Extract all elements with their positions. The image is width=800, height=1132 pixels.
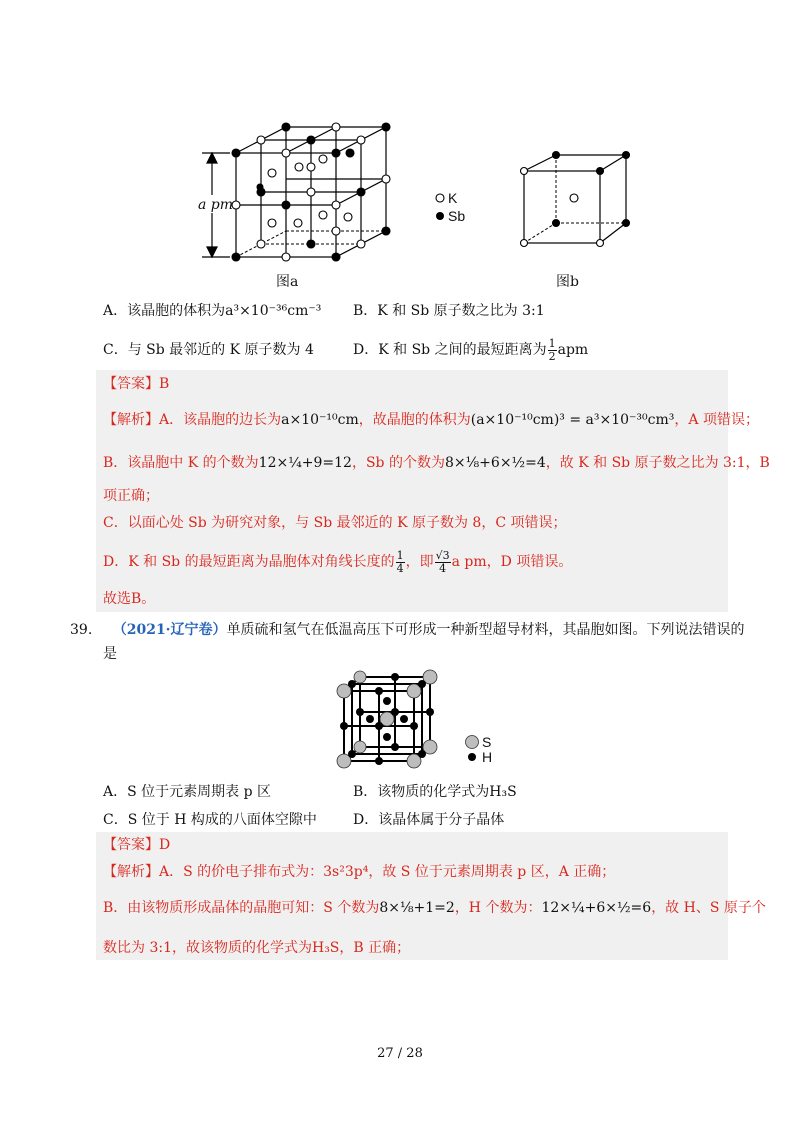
q38-d-fraction: $\frac{1}{2}$ (548, 336, 556, 363)
legend-h-label: H (482, 749, 493, 765)
legend-sb-label: Sb (448, 208, 466, 224)
q38-explanation-b-cont: 项正确； (103, 488, 159, 504)
h-legend-icon (467, 752, 477, 762)
q39-explanation-a: 【解析】A．S 的价电子排布式为：3s²3p⁴，故 S 位于元素周期表 p 区，A 正确； (103, 864, 616, 880)
sb-legend-icon (434, 210, 446, 222)
q38-option-b: B．K 和 Sb 原子数之比为 3:1 (353, 303, 545, 319)
s-legend-icon (464, 734, 480, 750)
caption-figure-a: 图a (276, 274, 299, 290)
q38-option-c: C．与 Sb 最邻近的 K 原子数为 4 (103, 342, 314, 358)
dimension-label: a pm (198, 197, 234, 213)
page-number: 27 / 28 (377, 1046, 423, 1061)
q38-explanation-a: 【解析】A．该晶胞的边长为a×10⁻¹⁰cm，故晶胞的体积为(a×10⁻¹⁰cm)³ = a³×10⁻³⁰cm³，A 项错误； (103, 412, 759, 428)
caption-figure-b: 图b (556, 274, 579, 290)
q39-option-a: A．S 位于元素周期表 p 区 (103, 784, 272, 800)
q39-explanation-b: B．由该物质形成晶体的晶胞可知：S 个数为8×⅛+1=2，H 个数为：12×¼+6×½=6，故 H、S 原子个 (103, 900, 766, 916)
q38-answer: 【答案】B (103, 376, 170, 392)
q38-explanation-d: D．K 和 Sb 的最短距离为晶胞体对角线长度的 $\frac{1}{4}$ ，即 $\frac{√3}{4}$ a pm，D 项错误。 (103, 548, 573, 575)
h3s-crystal-cell (330, 665, 442, 775)
k-legend-icon (434, 192, 446, 204)
q39-explanation-b-cont: 数比为 3:1，故该物质的化学式为H₃S，B 正确； (103, 940, 411, 956)
q38-option-d (353, 332, 588, 368)
q38-explanation-b: B．该晶胞中 K 的个数为12×¼+9=12，Sb 的个数为8×⅛+6×½=4，故 K 和 Sb 原子数之比为 3:1，B (103, 455, 770, 471)
q39-stem (70, 620, 745, 640)
q38-option-a: A．该晶胞的体积为a³×10⁻³⁶cm⁻³ (103, 303, 322, 319)
q39-option-b: B．该物质的化学式为H₃S (353, 784, 517, 800)
sqrt3-over-4-fraction: $\frac{√3}{4}$ (435, 548, 450, 575)
quarter-fraction: $\frac{1}{4}$ (396, 548, 404, 575)
q38-option-d-unit: apm (557, 342, 589, 358)
legend-k-label: K (448, 190, 458, 206)
q39-option-d: D．该晶体属于分子晶体 (353, 812, 505, 828)
legend-s-label: S (482, 734, 492, 750)
q39-number: 39. (70, 622, 93, 638)
q38-conclusion: 故选B。 (103, 591, 156, 607)
q39-stem-text: 单质硫和氢气在低温高压下可形成一种新型超导材料，其晶胞如图。下列说法错误的 (226, 622, 745, 638)
q39-option-c: C．S 位于 H 构成的八面体空隙中 (103, 812, 317, 828)
figure-b-crystal-cell (512, 145, 642, 255)
q39-stem-cont: 是 (103, 646, 117, 662)
q39-answer: 【答案】D (103, 837, 171, 853)
q38-option-d-text: D．K 和 Sb 之间的最短距离为 (353, 342, 547, 358)
q38-explanation-c: C．以面心处 Sb 为研究对象，与 Sb 最邻近的 K 原子数为 8，C 项错误； (103, 515, 567, 531)
q39-source: （2021·辽宁卷） (112, 622, 227, 638)
